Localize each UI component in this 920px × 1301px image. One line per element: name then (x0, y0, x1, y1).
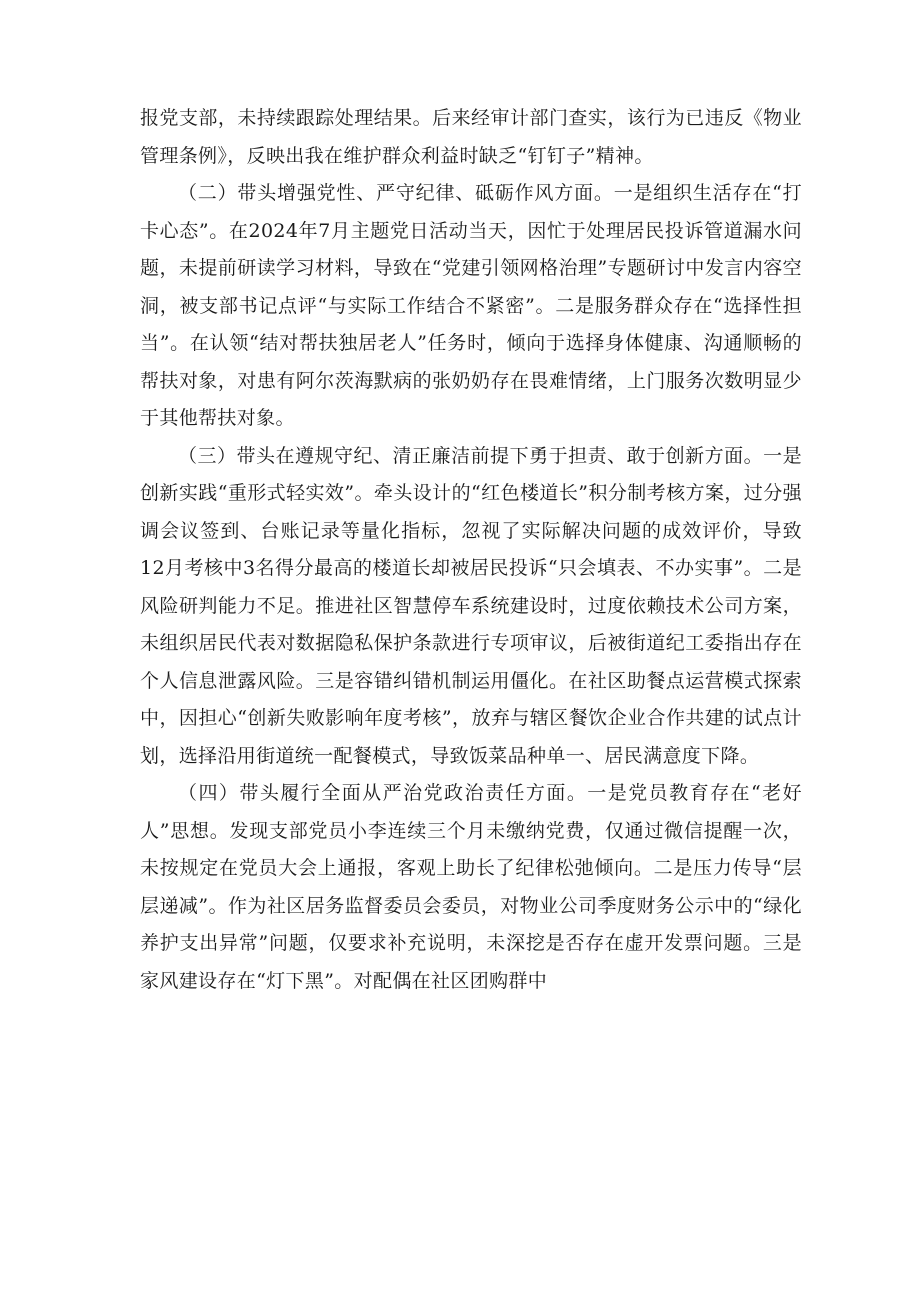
paragraph-section-4: （四）带头履行全面从严治党政治责任方面。一是党员教育存在“老好人”思想。发现支部党员小李连续三个月未缴纳党费，仅通过微信提醒一次，未按规定在党员大会上通报，客观上助长了纪律松弛倾向。二是压力传导“层层递减”。作为社区居务监督委员会委员，对物业公司季度财务公示中的“绿化养护支出异常”问题，仅要求补充说明，未深挖是否存在虚开发票问题。三是家风建设存在“灯下黑”。对配偶在社区团购群中 (140, 782, 802, 992)
paragraph-continuation: 报党支部，未持续跟踪处理结果。后来经审计部门查实，该行为已违反《物业管理条例》，反映出我在维护群众利益时缺乏“钉钉子”精神。 (140, 107, 802, 167)
paragraph-section-2: （二）带头增强党性、严守纪律、砥砺作风方面。一是组织生活存在“打卡心态”。在2024年7月主题党日活动当天，因忙于处理居民投诉管道漏水问题，未提前研读学习材料，导致在“党建引领网格治理”专题研讨中发言内容空洞，被支部书记点评“与实际工作结合不紧密”。二是服务群众存在“选择性担当”。在认领“结对帮扶独居老人”任务时，倾向于选择身体健康、沟通顺畅的帮扶对象，对患有阿尔茨海默病的张奶奶存在畏难情绪，上门服务次数明显少于其他帮扶对象。 (140, 182, 802, 429)
paragraph-section-3: （三）带头在遵规守纪、清正廉洁前提下勇于担责、敢于创新方面。一是创新实践“重形式轻实效”。牵头设计的“红色楼道长”积分制考核方案，过分强调会议签到、台账记录等量化指标，忽视了实际解决问题的成效评价，导致12月考核中3名得分最高的楼道长却被居民投诉“只会填表、不办实事”。二是风险研判能力不足。推进社区智慧停车系统建设时，过度依赖技术公司方案，未组织居民代表对数据隐私保护条款进行专项审议，后被街道纪工委指出存在个人信息泄露风险。三是容错纠错机制运用僵化。在社区助餐点运营模式探索中，因担心“创新失败影响年度考核”，放弃与辖区餐饮企业合作共建的试点计划，选择沿用街道统一配餐模式，导致饭菜品种单一、居民满意度下降。 (140, 444, 802, 767)
body-text (140, 100, 802, 1000)
